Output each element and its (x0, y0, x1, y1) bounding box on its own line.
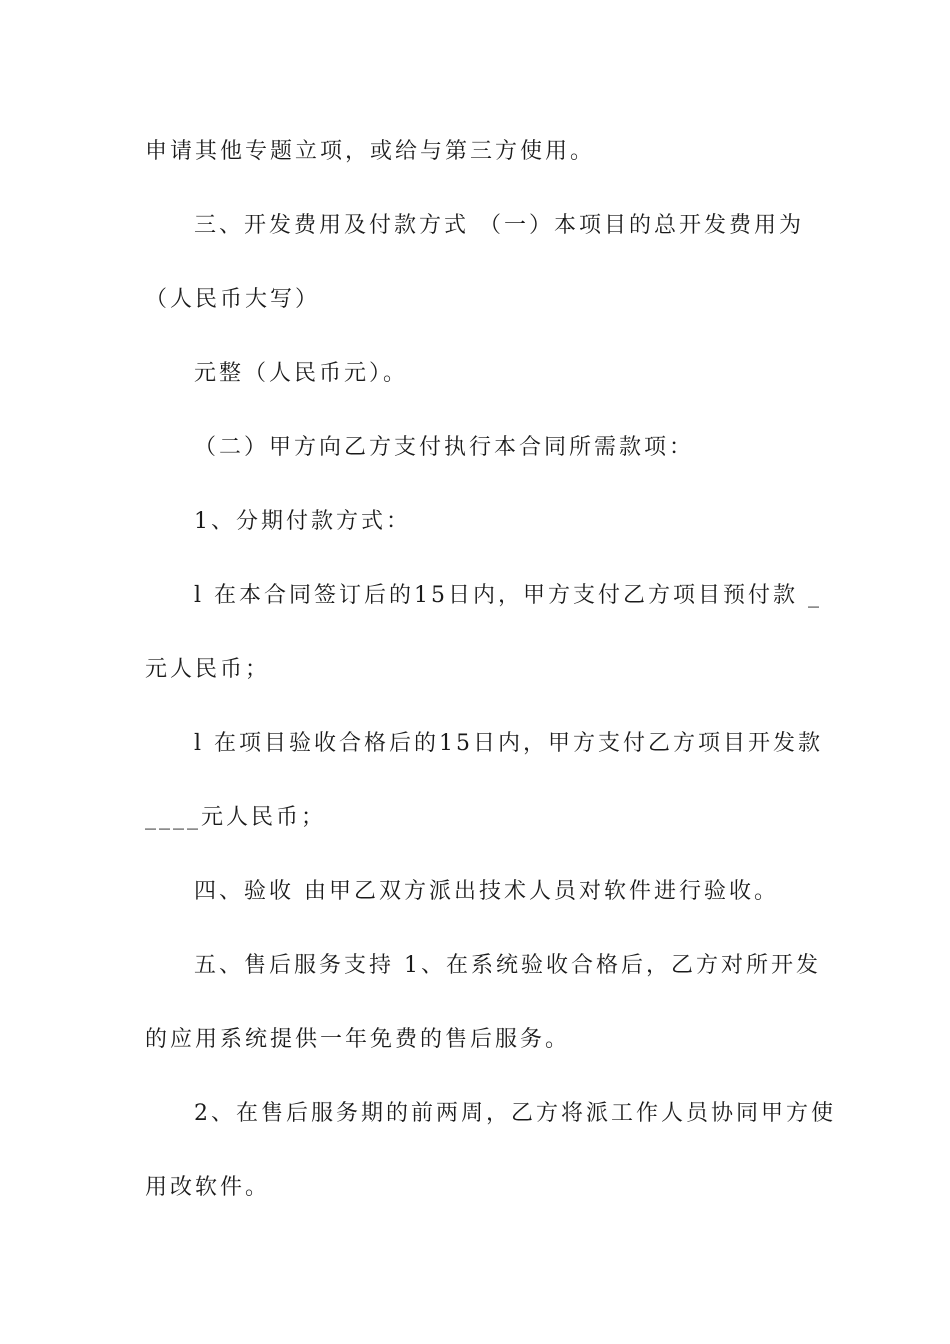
text-line: （二）甲方向乙方支付执行本合同所需款项： (194, 435, 695, 460)
section-heading-acceptance: 四、验收 由甲乙双方派出技术人员对软件进行验收。 (194, 879, 779, 904)
text-line: 申请其他专题立项，或给与第三方使用。 (145, 139, 596, 164)
text-line: 的应用系统提供一年免费的售后服务。 (145, 1027, 571, 1052)
text-line: 元人民币； (145, 657, 271, 682)
text-line: 2、在售后服务期的前两周，乙方将派工作人员协同甲方使 (194, 1101, 836, 1126)
text-line: l 在项目验收合格后的15日内，甲方支付乙方项目开发款 (194, 731, 824, 756)
text-line: ____元人民币； (145, 805, 327, 830)
text-line: l 在本合同签订后的15日内，甲方支付乙方项目预付款 _ (194, 583, 823, 608)
text-line: 1、分期付款方式： (194, 509, 411, 534)
section-heading-payment: 三、开发费用及付款方式 （一）本项目的总开发费用为 (194, 213, 804, 238)
text-line: （人民币大写） (145, 287, 321, 312)
text-line: 用改软件。 (145, 1175, 271, 1200)
section-heading-after-sales: 五、售后服务支持 1、在系统验收合格后，乙方对所开发 (194, 953, 821, 978)
text-line: 元整（人民币元）。 (194, 361, 409, 386)
